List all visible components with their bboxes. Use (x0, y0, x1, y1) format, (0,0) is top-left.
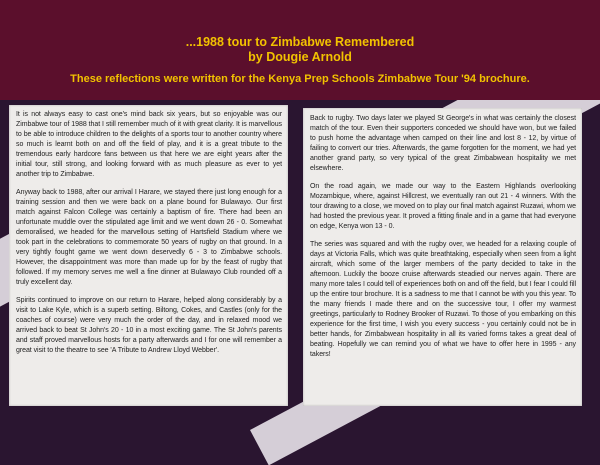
brochure-page-left (9, 105, 288, 406)
article-paragraph: On the road again, we made our way to the Eastern Highlands overlooking Mozambique, where, against Hillcrest, we eventually ran out 21 - 4 winners. With the tour drawing to a close, we moved on to play our final match against Ruzawi, whom we had hosted the previous year. It proved a fitting finale and in a game that had everyone on edge, Kenya won 13 - 0. (310, 183, 576, 230)
page-title (0, 35, 600, 65)
title-banner (0, 0, 600, 100)
title-line-2: by Dougie Arnold (248, 50, 352, 64)
brochure-page-right (303, 108, 582, 406)
article-paragraph: It is not always easy to cast one's mind back six years, but so enjoyable was our Zimbabwe tour of 1988 that I still remember much of it with great clarity. It is marvellous to be able to introduce children to the delights of a sports tour to another country where so much is learnt both on and off the field of play, and it is a great tribute to the tremendous early hardcore fans between us that here we are eight years after the initial tour, still strong, and looking forward with as much pleasure as ever to yet another trip to Zimbabwe. (16, 111, 282, 178)
title-line-1: ...1988 tour to Zimbabwe Remembered (185, 35, 415, 49)
article-paragraph: The series was squared and with the rugby over, we headed for a relaxing couple of days at Victoria Falls, which was quite breathtaking, especially when seen from a light aircraft, which some of the larger members of the party decided to take in the afternoon. Luckily the booze cruise afterwards steadied our nerves again. There are many more tales I could tell of experiences both on and off the field, but I fear I could fill up the entire tour brochure. It is a sadness to me that I cannot be with you this year. To the many friends I made there and on the successive tour, I offer my warmest greetings, particularly to Rodney Brooker of Ruzawi. To those of you embarking on this experience for the first time, I wish you every success - you certainly could not be in better hands, for Zimbabwean hospitality in all its varied forms takes a great deal of beating. Hopefully we can remind you of what we have to offer here in 1995 - any takers! (310, 241, 576, 358)
article-paragraph: Anyway back to 1988, after our arrival I Harare, we stayed there just long enough for a training session and then we were back on a plane bound for Bulawayo. Our first match against Falcon College was certainly a baptism of fire. There had been an unfortunate muddle over the stipulated age limit and we went down 26 - 0. Somewhat demoralised, we headed for the marvellous setting of Hartsfield Stadium where we took part in the celebrations to commemorate 50 years of rugby on that ground. In a very tightly fought game we went down deservedly 6 - 3 to Zimbabwe schools. However, the disappointment was more than made up for by the feast of rugby that followed. If my memory serves me well a fine dinner at Bulawayo Club rounded off a truly excellent day. (16, 189, 282, 286)
page-subtitle: These reflections were written for the Kenya Prep Schools Zimbabwe Tour '94 brochure. (70, 73, 530, 85)
article-paragraph: Spirits continued to improve on our return to Harare, helped along considerably by a visit to Lake Kyle, which is a superb setting. Biltong, Cokes, and Castles (only for the coaches of course) were very much the order of the day, and in relaxed mood we arrived back to beat St John's 20 - 10 in a most exciting game. The St John's parents and staff proved marvellous hosts for a party afterwards and I for one will remember a great visit to the theatre to see 'A Tribute to Andrew Lloyd Webber'. (16, 297, 282, 354)
article-paragraph: Back to rugby. Two days later we played St George's in what was certainly the closest match of the tour. Even their supporters conceded we should have won, but we failed to push home the advantage when camped on their line and lost 8 - 12, by virtue of failing to convert our tries. Afterwards, the game forgotten for the moment, we had yet another grand party, so very typical of the great Zimbabwean hospitality we met elsewhere. (310, 115, 576, 172)
